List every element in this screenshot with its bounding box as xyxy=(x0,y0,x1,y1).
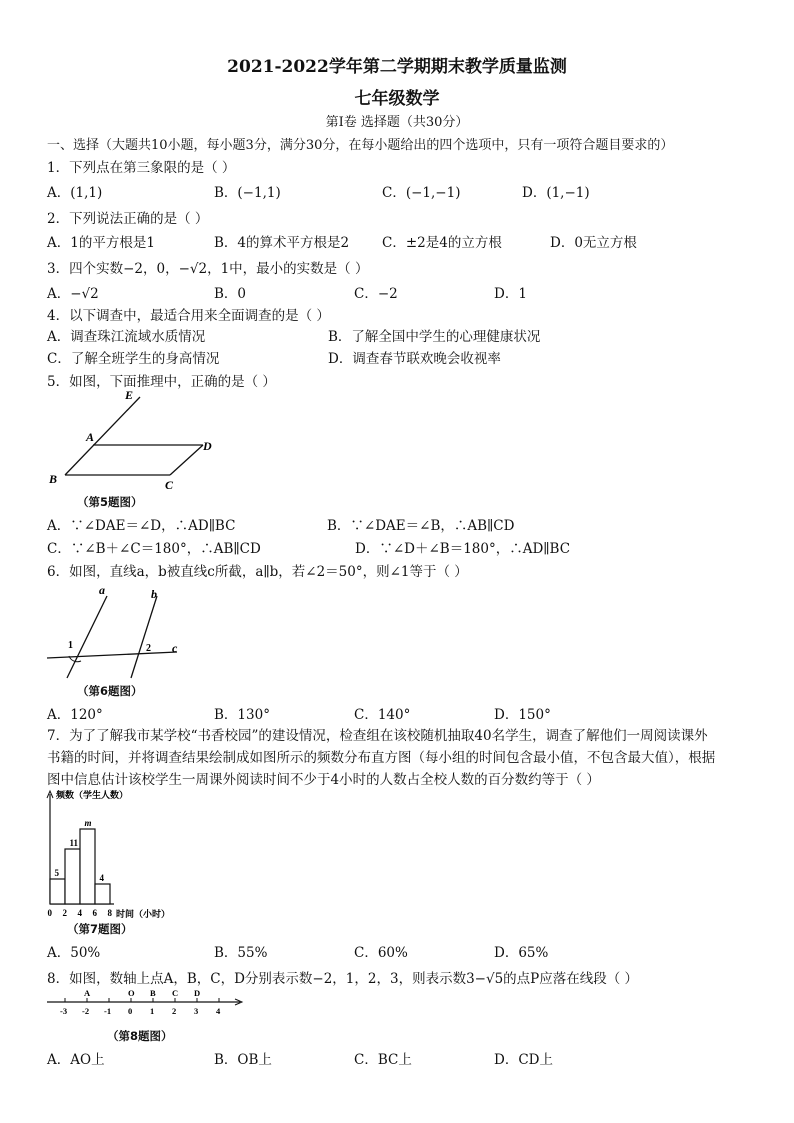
figure-5-parallelogram xyxy=(45,385,245,497)
question-4-stem: 4．以下调查中，最适合用来全面调查的是（ ） xyxy=(47,308,330,324)
question-1-option-c: C．(−1,−1) xyxy=(382,185,461,201)
histogram-x-tick-4: 4 xyxy=(77,908,82,918)
histogram-bar-label-0: 5 xyxy=(54,868,59,878)
question-6-option-a: A．120° xyxy=(47,707,103,723)
number-line-tick-label--1: -1 xyxy=(104,1006,112,1016)
question-4-option-d: D．调查春节联欢晚会收视率 xyxy=(328,351,501,367)
question-5-stem: 5．如图，下面推理中，正确的是（ ） xyxy=(47,374,276,390)
question-7-stem-line-3: 图中信息估计该校学生一周课外阅读时间不少于4小时的人数占全校人数的百分数约等于（ ） xyxy=(47,772,600,788)
number-line-tick-label-4: 4 xyxy=(216,1006,221,1016)
number-line-tick-label-1: 1 xyxy=(150,1006,155,1016)
figure-5-label-b: B xyxy=(49,472,58,486)
question-1-option-a: A．(1,1) xyxy=(47,185,103,201)
question-3-stem: 3．四个实数−2，0，−√2，1中，最小的实数是（ ） xyxy=(47,261,369,277)
figure-5-line-dc xyxy=(170,445,203,475)
figure-6-line-b xyxy=(131,596,157,678)
question-7-stem-line-2: 书籍的时间，并将调查结果绘制成如图所示的频数分布直方图（每小组的时间包含最小值，不包含最大值），根据 xyxy=(47,750,716,766)
figure-5-label-d: D xyxy=(203,439,212,453)
figure-5-label-a: A xyxy=(86,430,95,444)
question-7-option-a: A．50% xyxy=(47,945,101,961)
number-line-point-c: C xyxy=(172,988,179,998)
question-4-option-a: A．调查珠江流域水质情况 xyxy=(47,329,206,345)
histogram-bar-label-3: 4 xyxy=(99,873,104,883)
question-5-option-c: C．∵∠B＋∠C＝180°，∴AB∥CD xyxy=(47,541,261,557)
figure-6-line-c xyxy=(47,652,177,658)
figure-5-line-be xyxy=(65,397,140,475)
question-3-option-a: A．−√2 xyxy=(47,286,99,302)
question-2-option-a: A．1的平方根是1 xyxy=(47,235,155,251)
figure-6-line-a xyxy=(67,596,107,678)
number-line-tick-label-0: 0 xyxy=(128,1006,133,1016)
figure-6-label-angle-1: 1 xyxy=(68,640,73,651)
question-2-option-d: D．0无立方根 xyxy=(550,235,637,251)
question-4-option-c: C．了解全班学生的身高情况 xyxy=(47,351,220,367)
number-line-tick-label-2: 2 xyxy=(172,1006,177,1016)
histogram-x-tick-2: 2 xyxy=(62,908,67,918)
number-line-point-d: D xyxy=(194,988,201,998)
figure-6-parallel-lines xyxy=(45,582,195,682)
question-2-option-b: B．4的算术平方根是2 xyxy=(214,235,350,251)
section-instructions: 一、选择（大题共10小题，每小题3分，满分30分，在每小题给出的四个选项中，只有一项符合题目要求的） xyxy=(47,138,674,153)
histogram-bar-2-4 xyxy=(65,849,80,904)
question-3-option-b: B．0 xyxy=(214,286,247,302)
question-8-option-d: D．CD上 xyxy=(494,1052,553,1068)
figure-5-caption: （第5题图） xyxy=(77,495,143,509)
histogram-bar-label-1: 11 xyxy=(69,838,79,848)
question-8-option-c: C．BC上 xyxy=(354,1052,412,1068)
figure-6-label-b: b xyxy=(151,587,157,601)
figure-5-label-e: E xyxy=(125,388,134,402)
figure-6-label-angle-2: 2 xyxy=(146,643,151,654)
number-line-tick-label-3: 3 xyxy=(194,1006,199,1016)
histogram-bar-label-2: m xyxy=(84,818,92,828)
question-4-option-b: B．了解全国中学生的心理健康状况 xyxy=(328,329,541,345)
figure-6-label-c: c xyxy=(172,641,178,655)
number-line-tick-label--3: -3 xyxy=(60,1006,68,1016)
number-line-point-o: O xyxy=(128,988,135,998)
question-6-option-c: C．140° xyxy=(354,707,411,723)
question-8-stem: 8．如图，数轴上点A，B，C，D分别表示数−2，1，2，3，则表示数3−√5的点P应落在线段（ ） xyxy=(47,971,639,987)
histogram-x-tick-6: 6 xyxy=(92,908,97,918)
histogram-bar-0-2 xyxy=(50,879,65,904)
number-line-tick-label--2: -2 xyxy=(82,1006,90,1016)
question-8-option-a: A．AO上 xyxy=(47,1052,105,1068)
number-line-point-a: A xyxy=(84,988,91,998)
histogram-x-tick-8: 8 xyxy=(107,908,112,918)
number-line-point-b: B xyxy=(150,988,156,998)
question-6-stem: 6．如图，直线a，b被直线c所截，a∥b，若∠2＝50°，则∠1等于（ ） xyxy=(47,564,468,580)
exam-subtitle: 七年级数学 xyxy=(354,89,440,109)
figure-5-label-c: C xyxy=(165,478,174,492)
question-7-stem-line-1: 7．为了了解我市某学校“书香校园”的建设情况，检查组在该校随机抽取40名学生，调查了解他们一周阅读课外 xyxy=(47,728,708,744)
question-5-option-d: D．∵∠D＋∠B＝180°，∴AD∥BC xyxy=(355,541,571,557)
question-3-option-c: C．−2 xyxy=(354,286,398,302)
question-1-stem: 1．下列点在第三象限的是（ ） xyxy=(47,160,236,176)
figure-7-caption: （第7题图） xyxy=(67,922,133,936)
figure-7-histogram xyxy=(42,786,192,922)
histogram-y-label: 频数（学生人数） xyxy=(56,790,129,800)
question-6-option-b: B．130° xyxy=(214,707,270,723)
question-5-option-a: A．∵∠DAE＝∠D，∴AD∥BC xyxy=(47,518,236,534)
question-6-option-d: D．150° xyxy=(494,707,551,723)
histogram-x-label: 时间（小时） xyxy=(116,909,171,919)
question-7-option-d: D．65% xyxy=(494,945,549,961)
histogram-x-tick-0: 0 xyxy=(47,908,52,918)
question-1-option-b: B．(−1,1) xyxy=(214,185,281,201)
question-5-option-b: B．∵∠DAE＝∠B，∴AB∥CD xyxy=(327,518,515,534)
figure-8-caption: （第8题图） xyxy=(107,1029,173,1043)
figure-6-label-a: a xyxy=(99,583,105,597)
exam-title: 2021-2022学年第二学期期末教学质量监测 xyxy=(227,57,567,77)
question-8-option-b: B．OB上 xyxy=(214,1052,272,1068)
figure-6-caption: （第6题图） xyxy=(77,684,143,698)
question-2-option-c: C．±2是4的立方根 xyxy=(382,235,502,251)
figure-8-number-line xyxy=(45,986,260,1022)
histogram-bar-6-8 xyxy=(95,884,110,904)
question-2-stem: 2．下列说法正确的是（ ） xyxy=(47,211,209,227)
question-7-option-c: C．60% xyxy=(354,945,408,961)
part-heading: 第Ⅰ卷 选择题（共30分） xyxy=(325,115,469,130)
histogram-bar-4-6 xyxy=(80,829,95,904)
question-7-option-b: B．55% xyxy=(214,945,268,961)
question-3-option-d: D．1 xyxy=(494,286,527,302)
question-1-option-d: D．(1,−1) xyxy=(522,185,590,201)
